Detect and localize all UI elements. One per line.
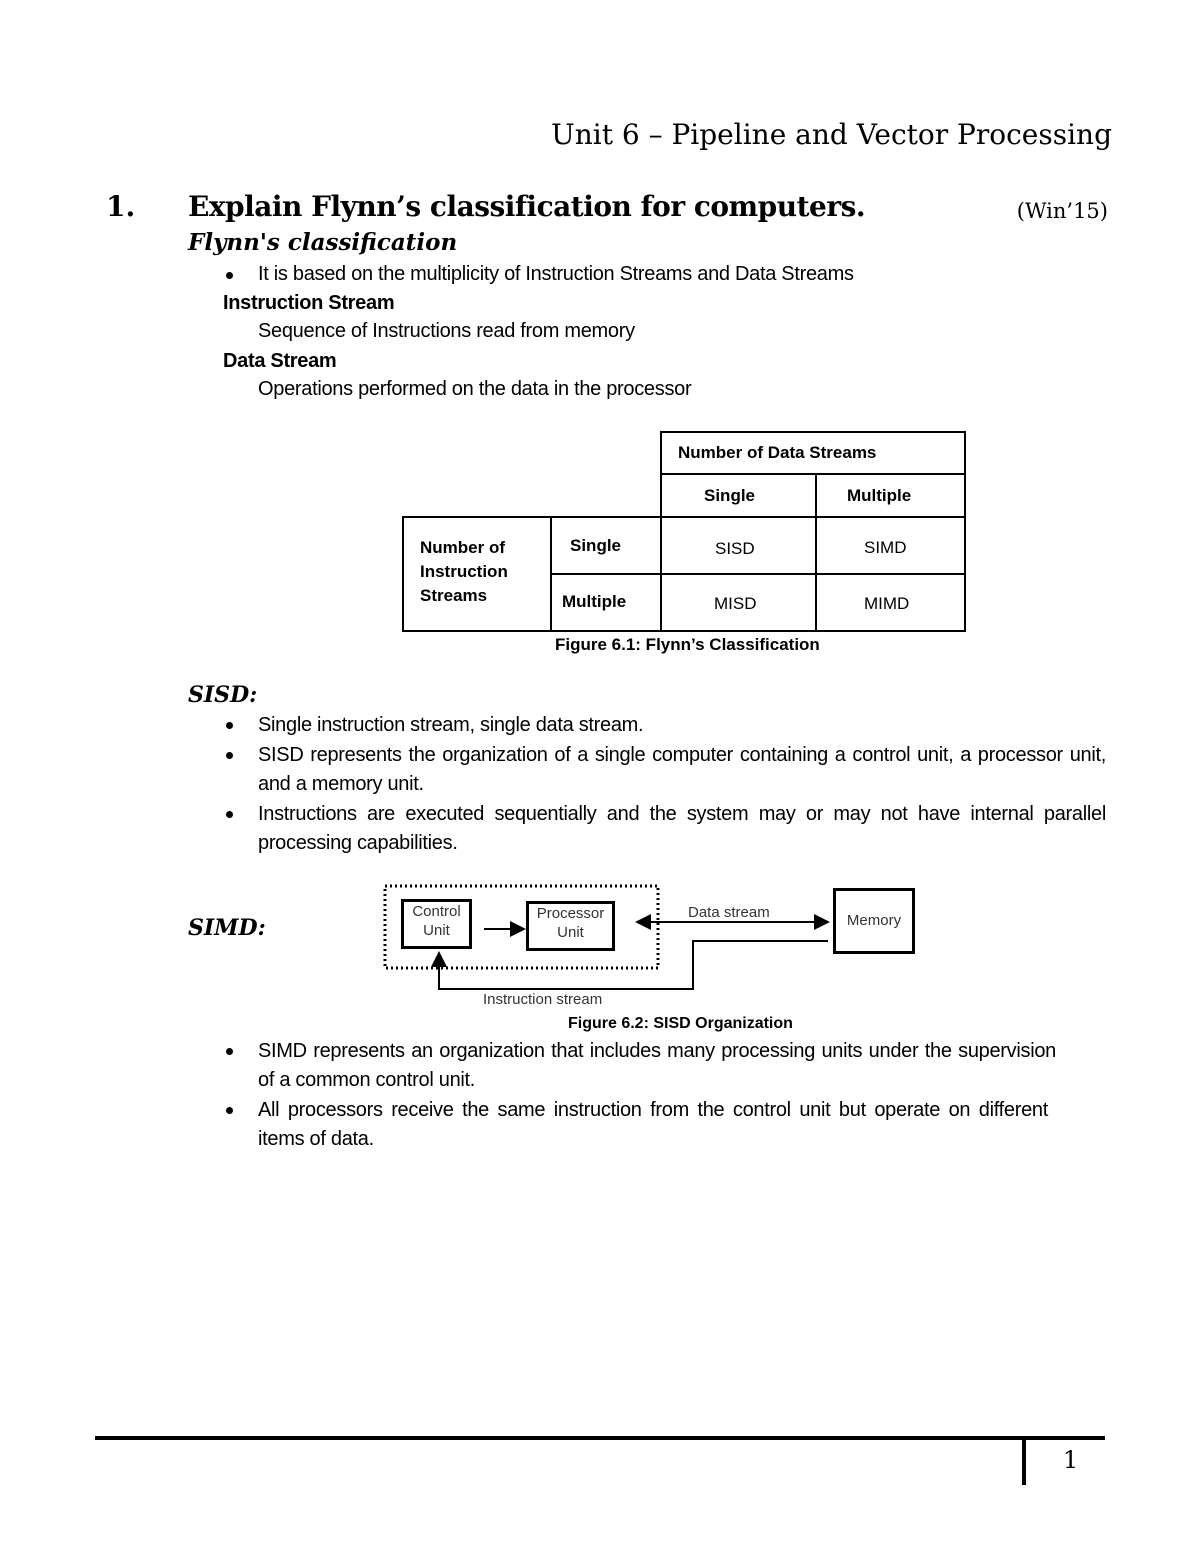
bullet-text: Single instruction stream, single data stream. <box>258 714 644 736</box>
row-header-single: Single <box>570 536 622 555</box>
bullet-icon <box>226 1107 233 1114</box>
row-header-instruction-streams: Number of Instruction Streams <box>420 538 508 605</box>
bullet-text: SIMD represents an organization that includes many processing units under the supervision of a common control unit. <box>258 1040 1056 1091</box>
bullet-icon <box>226 1048 233 1055</box>
page-number: 1 <box>1063 1446 1079 1474</box>
section-title: SISD: <box>188 682 258 708</box>
question-tag: (Win’15) <box>1016 199 1108 223</box>
table-cell: MIMD <box>864 594 910 613</box>
bullet-text: SISD represents the organization of a single computer containing a control unit, a processor unit, and a memory unit. <box>258 744 1106 795</box>
memory-box: Memory <box>833 888 915 954</box>
control-unit-box: Control Unit <box>401 899 472 949</box>
section-title: Flynn's classification <box>188 229 458 256</box>
table-cell: MISD <box>714 594 757 613</box>
column-header-multiple: Multiple <box>847 486 912 505</box>
row-header-multiple: Multiple <box>562 592 627 611</box>
figure-caption: Figure 6.1: Flynn’s Classification <box>555 635 820 654</box>
term-definition: Operations performed on the data in the processor <box>258 378 692 400</box>
instruction-stream-label: Instruction stream <box>483 991 603 1008</box>
table-header-data-streams: Number of Data Streams <box>678 443 877 462</box>
bullet-text: It is based on the multiplicity of Instruction Streams and Data Streams <box>258 263 854 285</box>
footer-rule <box>95 1436 1105 1440</box>
data-stream-label: Data stream <box>688 904 770 921</box>
table-cell: SISD <box>715 539 755 558</box>
question-heading: Explain Flynn’s classification for computers. <box>188 190 866 223</box>
figure-caption: Figure 6.2: SISD Organization <box>568 1015 793 1032</box>
footer-divider <box>1022 1440 1026 1485</box>
bullet-text: All processors receive the same instruction from the control unit but operate on different items of data. <box>258 1099 1048 1150</box>
term-label: Instruction Stream <box>223 292 395 314</box>
term-definition: Sequence of Instructions read from memory <box>258 320 635 342</box>
column-header-single: Single <box>704 486 756 505</box>
term-label: Data Stream <box>223 350 337 372</box>
table-cell: SIMD <box>864 538 907 557</box>
bullet-text: Instructions are executed sequentially and the system may or may not have internal parallel processing capabilities. <box>258 803 1106 854</box>
question-number: 1. <box>106 190 136 223</box>
processor-unit-box: Processor Unit <box>526 901 615 951</box>
page-header: Unit 6 – Pipeline and Vector Processing <box>551 118 1112 151</box>
section-title: SIMD: <box>188 915 266 941</box>
